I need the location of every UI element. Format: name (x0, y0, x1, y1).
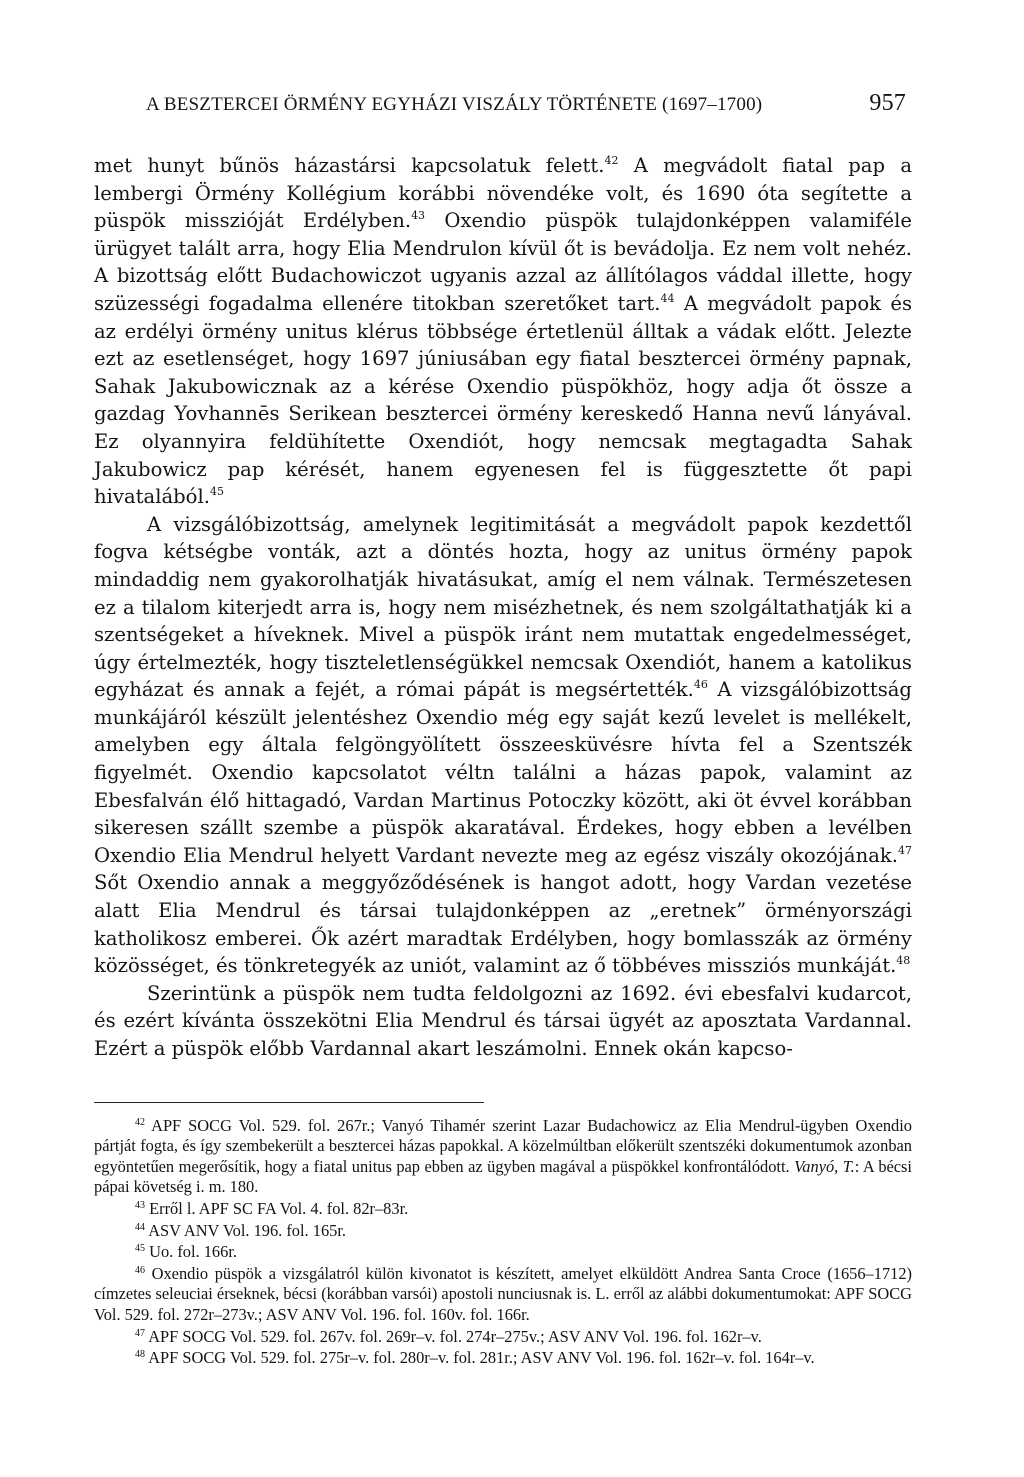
text-run: Uo. fol. 166r. (149, 1242, 237, 1262)
text-run: APF SOCG Vol. 529. fol. 267r.; Vanyó Tihamér szerint Lazar Budachowicz az Elia Mendrul-ügyben Oxendio pártját fogta, és így szembekerült a besztercei házas papokkal. A közelmúltban előkerült szentszéki dokumentumok azonban egyöntetűen megerősítik, hogy a fiatal unitus pap ebben az ügyben magával a püspökkel konfrontálódott. (94, 1115, 912, 1176)
text-run: APF SOCG Vol. 529. fol. 267v. fol. 269r–v. fol. 274r–275v.; ASV ANV Vol. 196. fol. 162r–v. (148, 1326, 762, 1346)
italic-text: Vanyó, T. (794, 1156, 855, 1176)
footnote-ref: 45 (209, 485, 224, 499)
text-run: : A bécsi pápai követség i. m. 180. (94, 1156, 912, 1197)
footnote-ref: 47 (898, 843, 912, 857)
text-run: APF SOCG Vol. 529. fol. 275r–v. fol. 280r–v. fol. 281r.; ASV ANV Vol. 196. fol. 162r–v. fol. 164r–v. (148, 1348, 815, 1368)
footnote-ref: 42 (604, 154, 619, 167)
footnote (94, 1242, 912, 1263)
body-text (94, 152, 912, 1063)
footnote-number: 43 (135, 1199, 145, 1211)
running-head: A BESZTERCEI ÖRMÉNY EGYHÁZI VISZÁLY TÖRTÉNETE (1697–1700) (146, 94, 763, 115)
footnotes (94, 1116, 912, 1369)
text-run: Oxendio püspök tulajdonképpen valamiféle ürügyet talált arra, hogy Elia Mendrulon kívül őt is bevádolja. Ez nem volt nehéz. A bizottság előtt Budachowiczot ugyanis azzal az állítólagos váddal illette, hogy szüzességi fogadalma ellenére titokban szeretőket tart. (94, 209, 912, 315)
footnote-ref: 44 (660, 291, 675, 305)
journal-page (94, 92, 912, 1370)
footnote (94, 1264, 912, 1326)
footnote-number: 46 (135, 1264, 145, 1276)
text-run: A vizsgálóbizottság munkájáról készült jelentéshez Oxendio még egy saját kezű levelet is mellékelt, amelyben egy általa felgöngyölített összeesküvésre hívta fel a Szentszék figyelmét. Oxendio kapcsolatot véltn találni a házas papok, valamint az Ebesfalván élő hittagadó, Vardan Martinus Potoczky között, aki öt évvel korábban sikeresen szállt szembe a püspök akaratával. Érdekes, hogy ebben a levélben Oxendio Elia Mendrul helyett Vardant nevezte meg az egész viszály okozójának. (94, 678, 912, 867)
paragraph (94, 980, 912, 1063)
footnote (94, 1116, 912, 1198)
footnote-number: 47 (135, 1327, 145, 1339)
footnote-number: 48 (135, 1349, 145, 1361)
text-run: ASV ANV Vol. 196. fol. 165r. (148, 1220, 346, 1240)
footnote (94, 1348, 912, 1369)
text-run: Szerintünk a püspök nem tudta feldolgozni az 1692. évi ebesfalvi kudarcot, és ezért kívánta összekötni Elia Mendrul és társai ügyét az aposztata Vardannal. Ezért a püspök előbb Vardannal akart leszámolni. Ennek okán kapcso- (94, 981, 912, 1060)
footnote (94, 1221, 912, 1242)
footnote-ref: 43 (411, 209, 426, 223)
footnote-number: 42 (135, 1116, 145, 1128)
paragraph (94, 152, 912, 511)
footnote-ref: 46 (693, 678, 708, 692)
text-run: Oxendio püspök a vizsgálatról külön kivonatot is készített, amelyet elküldött Andrea Santa Croce (1656–1712) címzetes seleuciai érseknek, bécsi (korábban varsói) apostoli nunciusnak is. L. erről az alábbi dokumentumokat: APF SOCG Vol. 529. fol. 272r–273v.; ASV ANV Vol. 196. fol. 160v. fol. 166r. (94, 1263, 912, 1324)
footnote (94, 1199, 912, 1220)
text-run: A megvádolt fiatal pap a lembergi Örmény Kollégium korábbi növendéke volt, és 1690 óta segítette a püspök misszióját Erdélyben. (94, 154, 913, 233)
text-run: A vizsgálóbizottság, amelynek legitimitását a megvádolt papok kezdettől fogva kétségbe vonták, azt a döntés hozta, hogy az unitus örmény papok mindaddig nem gyakorolhatják hivatásukat, amíg el nem válnak. Természetesen ez a tilalom kiterjedt arra is, hogy nem misézhetnek, és nem szolgáltathatják ki a szentségeket a híveknek. Mivel a püspök iránt nem mutattak engedelmességet, úgy értelmezték, hogy tiszteletlenségükkel nemcsak Oxendiót, hanem a katolikus egyházat és annak a fejét, a római pápát is megsértették. (94, 512, 912, 702)
text-run: A megvádolt papok és az erdélyi örmény unitus klérus többsége értetlenül álltak a vádak előtt. Jelezte ezt az esetlenséget, hogy 1697 júniusában egy fiatal besztercei örmény papnak, Sahak Jakubowicznak az a kérése Oxendio püspökhöz, hogy adja őt össze a gazdag Yovhannēs Serikean besztercei örmény kereskedő Hanna nevű lányával. Ez olyannyira feldühítette Oxendiót, hogy nemcsak megtagadta Sahak Jakubowicz pap kérését, hanem egyenesen fel is függesztette őt papi hivatalából. (94, 291, 912, 509)
text-run: met hunyt bűnös házastársi kapcsolatuk felett. (94, 154, 605, 177)
text-run: Erről l. APF SC FA Vol. 4. fol. 82r–83r. (149, 1198, 409, 1218)
footnote-separator (94, 1102, 484, 1103)
text-run: Sőt Oxendio annak a meggyőződésének is hangot adott, hogy Vardan vezetése alatt Elia Mendrul és társai tulajdonképpen az „eretnek” örményországi katholikosz emberei. Ők azért maradtak Erdélyben, hogy bomlasszák az örmény közösséget, és tönkretegyék az uniót, valamint az ő többéves missziós munkáját. (94, 871, 912, 978)
page-header (94, 92, 912, 124)
paragraph (94, 511, 912, 980)
footnote-number: 45 (135, 1243, 145, 1255)
footnote-ref: 48 (896, 954, 911, 968)
footnote (94, 1327, 912, 1348)
page-number: 957 (869, 90, 906, 116)
footnote-number: 44 (135, 1221, 145, 1233)
